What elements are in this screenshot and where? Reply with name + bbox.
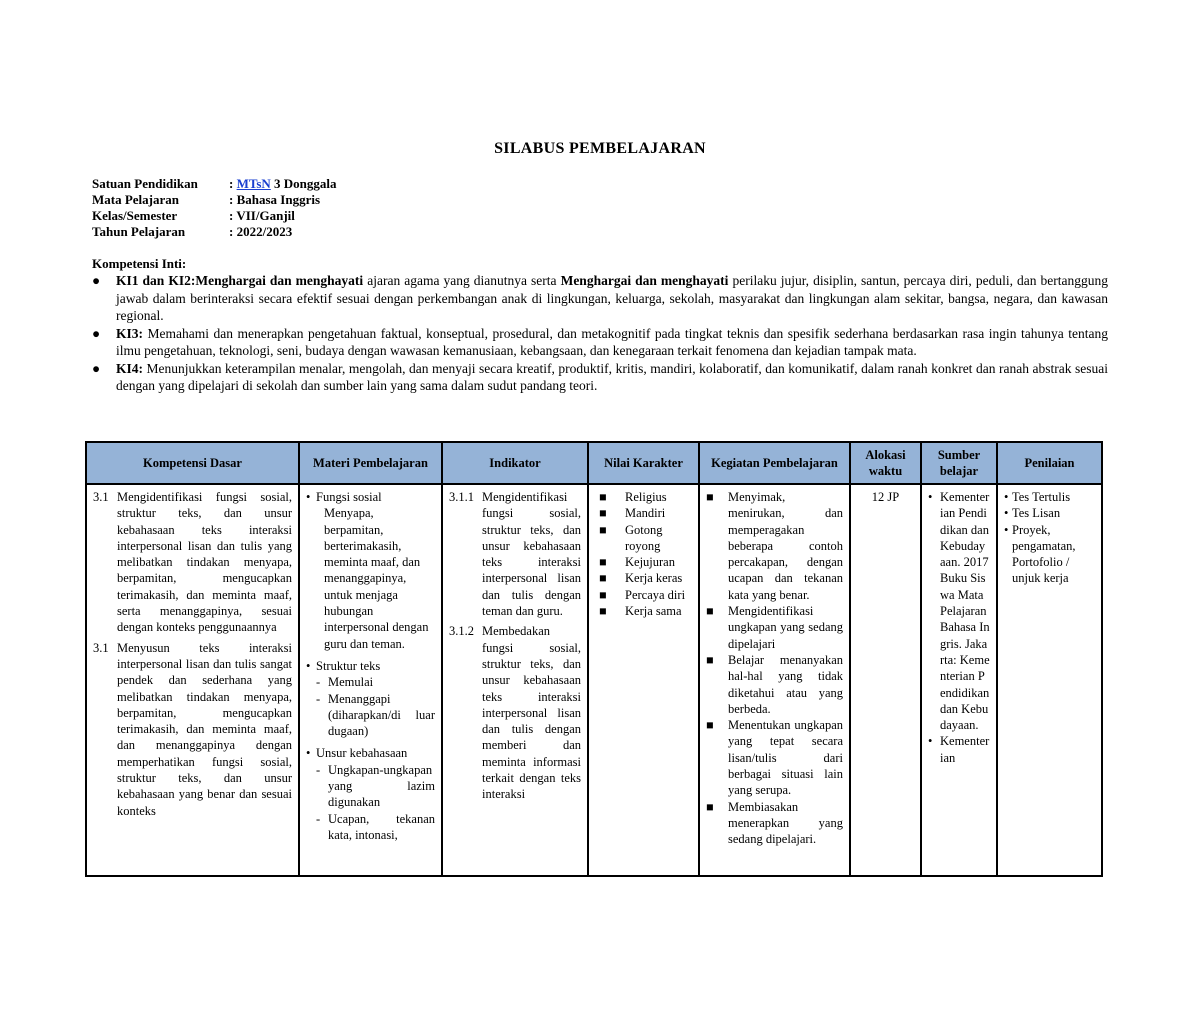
identity-label: Mata Pelajaran — [92, 192, 180, 207]
kegiatan-text: Menentukan ungkapan yang tepat secara lisan/tulis dari berbagai situasi lain yang serupa. — [728, 718, 843, 798]
bullet-icon: ■ — [599, 490, 607, 504]
penilaian-item — [1004, 505, 1095, 521]
identity-colon: : — [229, 192, 237, 207]
dash-icon: - — [316, 675, 321, 690]
kegiatan-text: Mengidentifikasi ungkapan yang sedang dipelajari — [728, 604, 843, 651]
indikator-number: 3.1.1 — [449, 490, 474, 504]
nilai-text: Mandiri — [625, 506, 666, 521]
dash-icon: - — [316, 691, 321, 706]
bullet-icon: ■ — [706, 799, 714, 814]
nilai-text: Kerja sama — [625, 604, 682, 619]
kd-item — [93, 489, 292, 636]
materi-subitem-text: Ucapan, tekanan kata, intonasi, — [328, 811, 435, 842]
materi-text: Menyapa, berpamitan, berterimakasih, meminta maaf, dan menanggapinya, untuk menjaga hubungan interpersonal dengan guru dan teman. — [324, 506, 429, 651]
materi-group — [306, 745, 435, 843]
bullet-icon: ■ — [599, 571, 607, 586]
indikator-text: Mengidentifikasi fungsi sosial, struktur teks, dan unsur kebahasaan teks interaksi interpersonal lisan dan tulis dengan teman dan guru. — [482, 490, 581, 619]
materi-title: Unsur kebahasaan — [316, 746, 408, 761]
materi-subitem-text: Menanggapi (diharapkan/di luar dugaan) — [328, 691, 435, 739]
bullet-icon: ■ — [706, 652, 714, 667]
nilai-item — [595, 603, 692, 619]
ki-label: KI3: — [116, 325, 143, 341]
sumber-text: Kementerian Pendidikan dan Kebudayaan. 2017 Buku Siswa Mata Pelajaran Bahasa Ingris. Jakarta: Kementerian Pendidikan dan Kebudayaan. — [940, 490, 990, 733]
penilaian-text: Proyek, pengamatan, Portofolio / unjuk kerja — [1012, 522, 1076, 586]
bullet-icon: ● — [92, 273, 101, 288]
nilai-item — [595, 554, 692, 570]
nilai-item — [595, 505, 692, 521]
kd-text: Mengidentifikasi fungsi sosial, struktur teks, dan unsur kebahasaan teks interaksi interpersonal lisan dan tulis yang melibatkan tindakan menyapa, berpamitan, mengucapkan terimakasih, dan meminta maaf, serta menanggapinya, sesuai dengan konteks penggunaannya — [117, 490, 292, 635]
cell-alokasi: 12 JP — [850, 484, 921, 876]
penilaian-text: Tes Tertulis — [1012, 490, 1071, 504]
nilai-text: Kejujuran — [625, 555, 675, 570]
nilai-text: Gotong royong — [625, 522, 663, 553]
materi-title: Struktur teks — [316, 658, 381, 673]
identity-value — [229, 192, 320, 208]
nilai-item — [595, 570, 692, 586]
kompetensi-inti-list — [92, 272, 1108, 395]
header-alokasi: Alokasi waktu — [850, 442, 921, 484]
document-title: SILABUS PEMBELAJARAN — [494, 140, 706, 157]
materi-subitem — [306, 674, 435, 690]
ki-item — [92, 360, 1108, 395]
materi-title: Fungsi sosial — [316, 490, 382, 504]
materi-group — [306, 489, 435, 652]
ki-label: KI1 dan KI2: — [116, 273, 196, 288]
bullet-icon: • — [306, 490, 311, 504]
materi-subitem — [306, 811, 435, 844]
identity-value-text: Bahasa Inggris — [236, 192, 321, 207]
penilaian-text: Tes Lisan — [1012, 506, 1061, 521]
kegiatan-item — [706, 489, 843, 603]
nilai-text: Kerja keras — [625, 571, 683, 586]
identity-label: Satuan Pendidikan — [92, 176, 198, 191]
bullet-icon: ■ — [706, 604, 714, 619]
materi-group — [306, 658, 435, 739]
kd-number: 3.1 — [93, 490, 109, 504]
kegiatan-text: Membiasakan menerapkan yang sedang dipelajari. — [728, 799, 843, 847]
syllabus-table — [85, 441, 1103, 877]
header-penilaian: Penilaian — [997, 442, 1102, 484]
dash-icon: - — [316, 762, 321, 777]
ki-label: KI4: — [116, 360, 143, 376]
bullet-icon: • — [1004, 522, 1009, 537]
identity-label: Kelas/Semester — [92, 208, 178, 223]
bullet-icon: ● — [92, 360, 101, 376]
kegiatan-item — [706, 717, 843, 798]
cell-sumber — [921, 484, 997, 876]
identity-block — [92, 176, 337, 240]
kegiatan-item — [706, 652, 843, 717]
kd-item — [93, 640, 292, 819]
bullet-icon: ■ — [599, 522, 607, 537]
materi-heading — [306, 658, 435, 674]
nilai-item — [595, 522, 692, 555]
kegiatan-item — [706, 799, 843, 848]
ki-emphasis: Menghargai dan menghayati — [560, 273, 729, 288]
ki-item — [92, 325, 1108, 360]
bullet-icon: • — [928, 490, 933, 504]
cell-materi — [299, 484, 442, 876]
ki-text: Memahami dan menerapkan pengetahuan faktual, konseptual, prosedural, dan metakognitif pada tingkat teknis dan spesifik sederhana berdasarkan rasa ingin tahunya tentang ilmu pengetahuan, teknologi, seni, budaya dengan wawasan kemanusiaan, kebangsaan, dan kenegaraan terkait fenomena dan kejadian tampak mata. — [116, 325, 1108, 358]
indikator-item — [449, 489, 581, 619]
cell-kompetensi-dasar — [86, 484, 299, 876]
kegiatan-item — [706, 603, 843, 652]
identity-row — [92, 176, 337, 192]
identity-value — [229, 208, 295, 224]
bullet-icon: ■ — [706, 718, 714, 733]
indikator-text: Membedakan fungsi sosial, struktur teks, dan unsur kebahasaan teks interaksi interpersonal lisan dan tulis dengan memberi dan meminta informasi terkait dengan teks interaksi — [482, 624, 581, 802]
cell-penilaian — [997, 484, 1102, 876]
kd-text: Menyusun teks interaksi interpersonal lisan dan tulis sangat pendek dan sederhana yang melibatkan tindakan menyapa, berpamitan, mengucapkan terimakasih, dan meminta maaf, dan menanggapinya dengan memperhatikan fungsi sosial, struktur teks, dan unsur kebahasaan yang benar dan sesuai konteks — [117, 640, 292, 818]
bullet-icon: ■ — [599, 555, 607, 570]
table-header-row — [86, 442, 1102, 484]
header-sumber: Sumber belajar — [921, 442, 997, 484]
materi-subitem — [306, 762, 435, 811]
sumber-item — [928, 489, 990, 733]
header-kompetensi-dasar: Kompetensi Dasar — [86, 442, 299, 484]
nilai-text: Religius — [625, 490, 667, 504]
materi-subitem — [306, 691, 435, 740]
materi-subitem-text: Memulai — [328, 675, 374, 690]
identity-value-text: VII/Ganjil — [236, 208, 295, 223]
sumber-item — [928, 733, 990, 766]
identity-label: Tahun Pelajaran — [92, 224, 186, 239]
nilai-item — [595, 587, 692, 603]
identity-row — [92, 224, 337, 240]
sumber-text: Kementerian — [940, 734, 990, 765]
nilai-text: Percaya diri — [625, 587, 686, 602]
header-nilai-karakter: Nilai Karakter — [588, 442, 699, 484]
dash-icon: - — [316, 811, 321, 826]
cell-kegiatan — [699, 484, 850, 876]
table-row — [86, 484, 1102, 876]
bullet-icon: • — [306, 658, 311, 673]
materi-heading — [306, 745, 435, 761]
identity-value-text: 2022/2023 — [236, 224, 293, 239]
kegiatan-text: Menyimak, menirukan, dan memperagakan beberapa contoh percakapan, dengan ucapan dan tekanan kata yang benar. — [728, 490, 843, 602]
kompetensi-inti-heading: Kompetensi Inti: — [92, 256, 187, 271]
school-link[interactable]: MTsN — [236, 176, 271, 191]
bullet-icon: ■ — [599, 587, 607, 602]
cell-nilai-karakter — [588, 484, 699, 876]
identity-colon: : — [229, 176, 237, 191]
bullet-icon: ■ — [599, 604, 607, 619]
header-kegiatan: Kegiatan Pembelajaran — [699, 442, 850, 484]
bullet-icon: ■ — [599, 506, 607, 521]
identity-row — [92, 192, 337, 208]
ki-text: ajaran agama yang dianutnya serta — [363, 273, 561, 288]
header-indikator: Indikator — [442, 442, 588, 484]
ki-emphasis: Menghargai dan menghayati — [195, 273, 364, 288]
penilaian-item — [1004, 489, 1095, 505]
nilai-item — [595, 489, 692, 505]
kd-number: 3.1 — [93, 640, 109, 655]
bullet-icon: • — [1004, 490, 1009, 504]
identity-colon: : — [229, 208, 237, 223]
penilaian-item — [1004, 522, 1095, 587]
header-materi: Materi Pembelajaran — [299, 442, 442, 484]
kegiatan-text: Belajar menanyakan hal-hal yang tidak diketahui atau yang berbeda. — [728, 652, 843, 716]
indikator-number: 3.1.2 — [449, 624, 474, 639]
indikator-item — [449, 623, 581, 802]
ki-item — [92, 272, 1108, 325]
materi-subitem-text: Ungkapan-ungkapan yang lazim digunakan — [328, 762, 435, 810]
bullet-icon: ■ — [706, 490, 714, 504]
identity-value — [229, 176, 337, 192]
identity-colon: : — [229, 224, 237, 239]
ki-text: perilaku jujur, disiplin, santun, percaya diri, peduli, dan bertanggung jawab dalam berinteraksi secara efektif sesuai dengan perkembangan anak di lingkungan, keluarga, sekolah, masyarakat dan lingkungan alam sekitar, bangsa, negara, dan kawasan regional. — [116, 273, 1108, 323]
materi-heading — [306, 489, 435, 505]
bullet-icon: • — [928, 734, 933, 749]
cell-indikator — [442, 484, 588, 876]
kompetensi-inti-section — [92, 256, 1108, 395]
identity-row — [92, 208, 337, 224]
bullet-icon: • — [1004, 506, 1009, 521]
bullet-icon: ● — [92, 325, 101, 341]
identity-value-text: 3 Donggala — [270, 176, 337, 191]
identity-value — [229, 224, 292, 240]
ki-text: Menunjukkan keterampilan menalar, mengolah, dan menyaji secara kreatif, produktif, kritis, mandiri, kolaboratif, dan komunikatif, dalam ranah konkret dan ranah abstrak sesuai dengan yang dipelajari di sekolah dan sumber lain yang sama dalam sudut pandang teori. — [116, 360, 1108, 393]
bullet-icon: • — [306, 746, 311, 761]
